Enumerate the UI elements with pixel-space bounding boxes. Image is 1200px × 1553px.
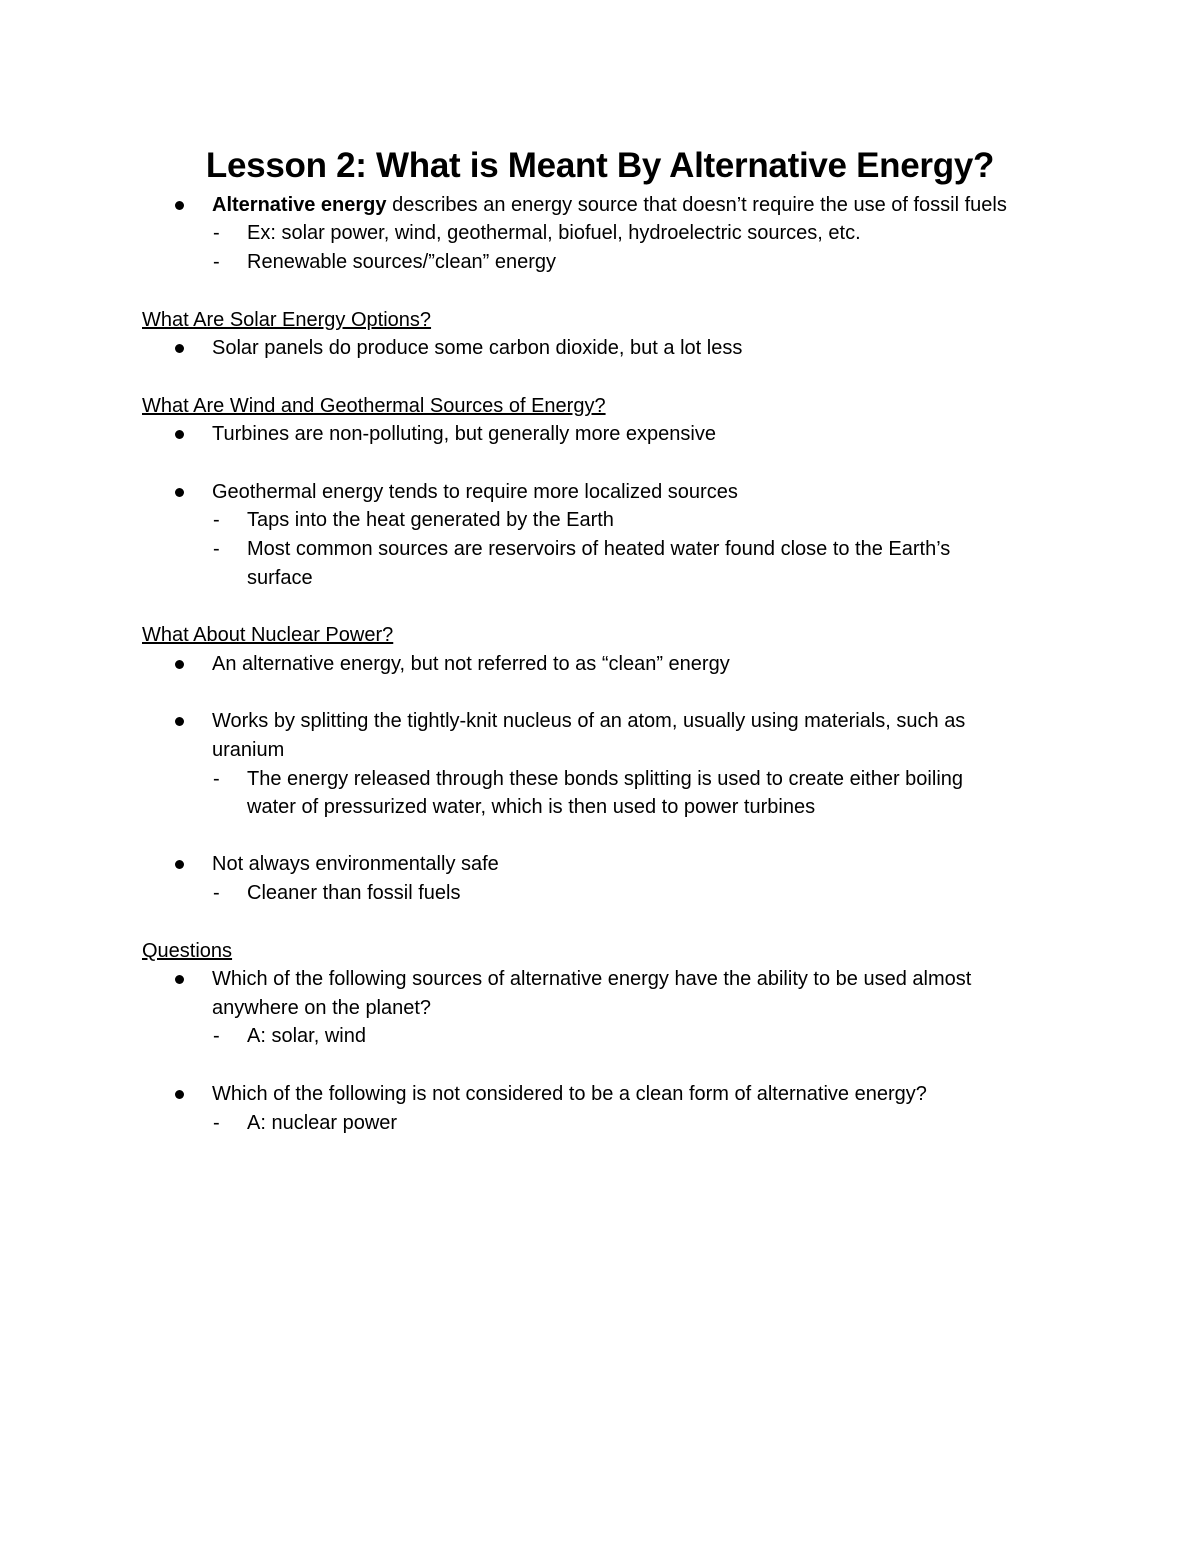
section-heading-solar: What Are Solar Energy Options? [142, 309, 432, 331]
page-title: Lesson 2: What is Meant By Alternative Energy? [205, 146, 995, 185]
nuclear-sub-1-line-2: water of pressurized water, which is then used to power turbines [247, 796, 816, 818]
dash-icon: - [213, 768, 220, 790]
intro-bullet [212, 191, 1007, 219]
section-heading-wind: What Are Wind and Geothermal Sources of Energy? [142, 395, 606, 417]
intro-sub-1: Ex: solar power, wind, geothermal, biofuel, hydroelectric sources, etc. [247, 222, 861, 244]
dash-icon: - [213, 509, 220, 531]
nuclear-bullet-1: An alternative energy, but not referred to as “clean” energy [212, 653, 730, 675]
section-heading-questions: Questions [142, 940, 233, 962]
dash-icon: - [213, 538, 220, 560]
bullet-icon [175, 488, 184, 497]
section-heading-nuclear: What About Nuclear Power? [142, 624, 394, 646]
answer-1: A: solar, wind [247, 1025, 366, 1047]
nuclear-bullet-3: Not always environmentally safe [212, 853, 499, 875]
dash-icon: - [213, 1112, 220, 1134]
bullet-icon [175, 660, 184, 669]
intro-bullet-text: describes an energy source that doesn’t require the use of fossil fuels [386, 194, 1007, 216]
bullet-icon [175, 975, 184, 984]
solar-bullet: Solar panels do produce some carbon dioxide, but a lot less [212, 337, 743, 359]
intro-sub-2: Renewable sources/”clean” energy [247, 251, 557, 273]
bullet-icon [175, 860, 184, 869]
bullet-icon [175, 717, 184, 726]
bullet-icon [175, 430, 184, 439]
nuclear-bullet-2-line-2: uranium [212, 739, 285, 761]
wind-sub-2-line-2: surface [247, 567, 313, 589]
wind-bullet-1: Turbines are non-polluting, but generally more expensive [212, 423, 716, 445]
question-1-line-2: anywhere on the planet? [212, 997, 432, 1019]
dash-icon: - [213, 222, 220, 244]
dash-icon: - [213, 882, 220, 904]
bullet-icon [175, 201, 184, 210]
question-2: Which of the following is not considered to be a clean form of alternative energy? [212, 1083, 927, 1105]
term-bold: Alternative energy [212, 194, 387, 216]
question-1-line-1: Which of the following sources of alternative energy have the ability to be used almost [212, 968, 972, 990]
nuclear-sub-2: Cleaner than fossil fuels [247, 882, 461, 904]
dash-icon: - [213, 1025, 220, 1047]
nuclear-bullet-2-line-1: Works by splitting the tightly-knit nucleus of an atom, usually using materials, such as [212, 710, 966, 732]
dash-icon: - [213, 251, 220, 273]
bullet-icon [175, 1090, 184, 1099]
wind-sub-1: Taps into the heat generated by the Earth [247, 509, 614, 531]
bullet-icon [175, 344, 184, 353]
wind-bullet-2: Geothermal energy tends to require more localized sources [212, 481, 738, 503]
wind-sub-2-line-1: Most common sources are reservoirs of heated water found close to the Earth’s [247, 538, 951, 560]
nuclear-sub-1-line-1: The energy released through these bonds splitting is used to create either boiling [247, 768, 964, 790]
answer-2: A: nuclear power [247, 1112, 398, 1134]
